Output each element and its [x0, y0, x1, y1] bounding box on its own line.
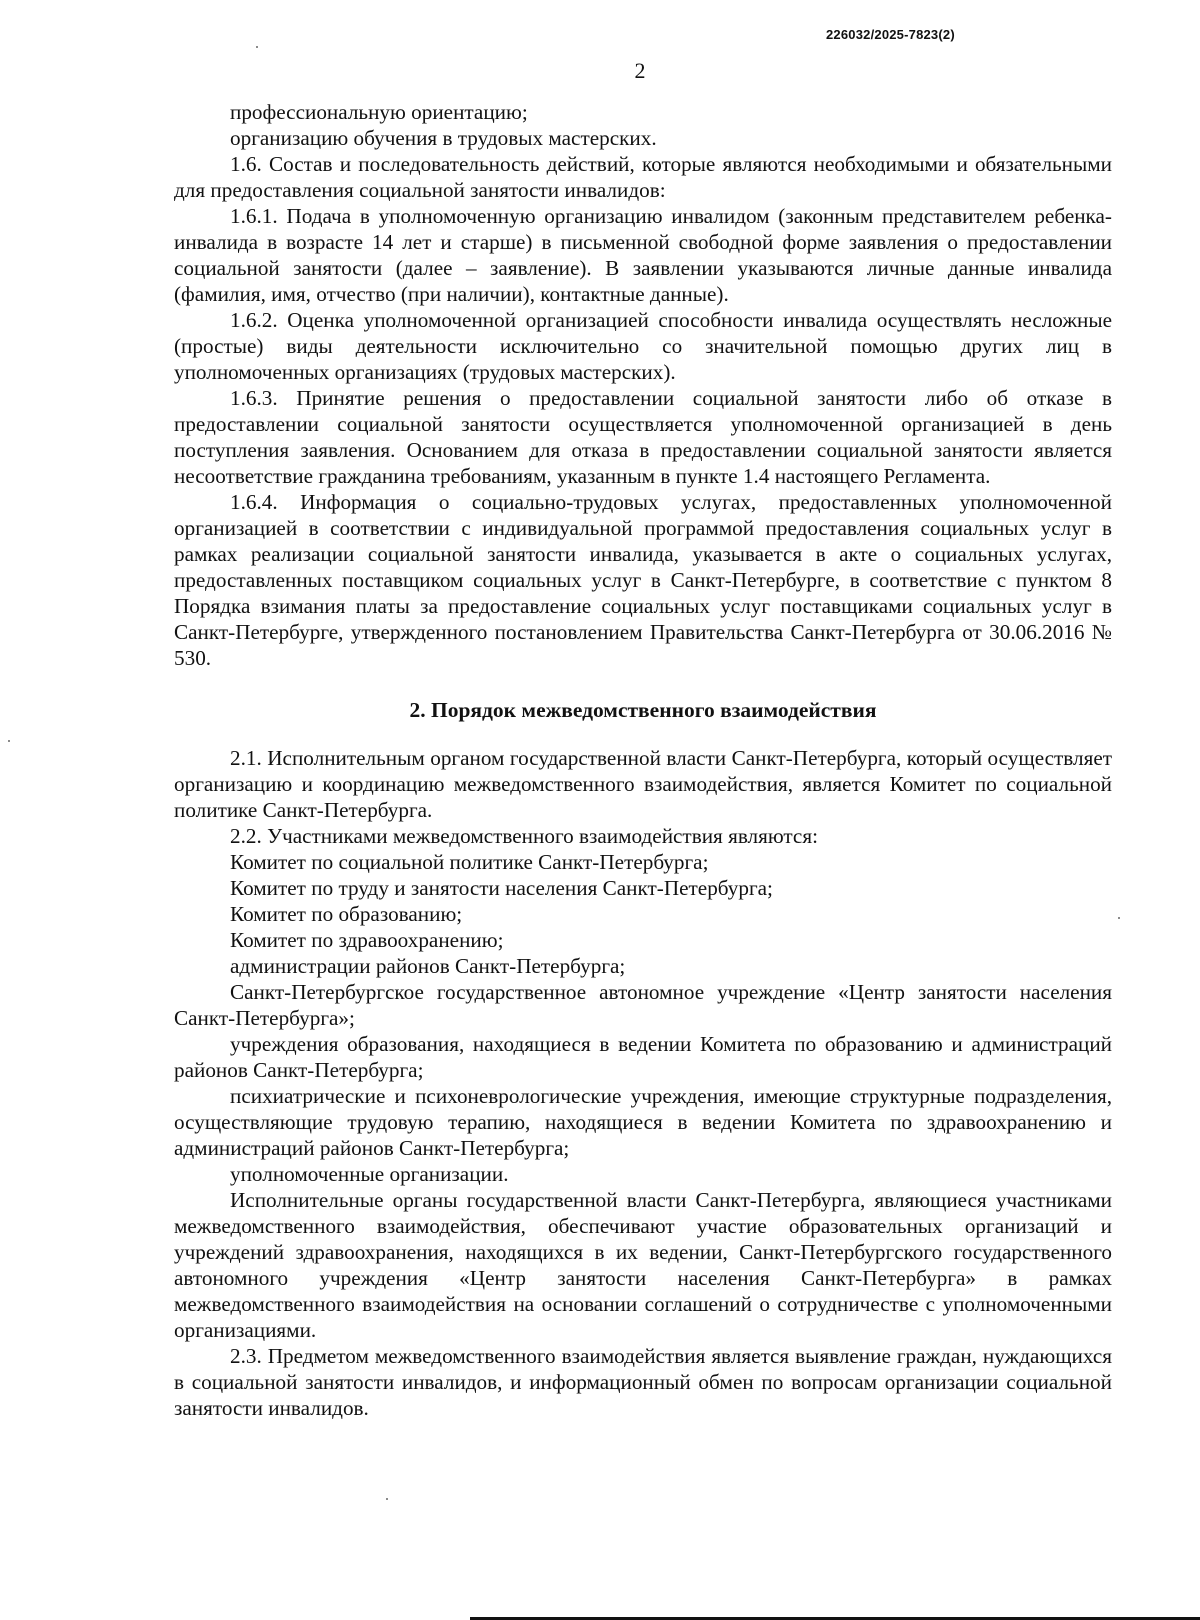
list-item: Комитет по труду и занятости населения Санкт-Петербурга;	[230, 876, 773, 900]
paragraph: 1.6.4. Информация о социально-трудовых услугах, предоставленных уполномоченной организацией в соответствии с индивидуальной программой предоставления социальных услуг в рамках реализации социальной занятости инвалида, указывается в акте о социальных услугах, предоставленных поставщиком социальных услуг в Санкт-Петербурге, в соответствие с пунктом 8 Порядка взимания платы за предоставление социальных услуг поставщиками социальных услуг в Санкт-Петербурге, утвержденного постановлением Правительства Санкт-Петербурга от 30.06.2016 № 530.	[174, 490, 1112, 670]
scan-speck	[8, 740, 10, 742]
list-item: уполномоченные организации.	[230, 1162, 509, 1186]
section-heading: 2. Порядок межведомственного взаимодействия	[409, 698, 877, 722]
paragraph: 2.1. Исполнительным органом государственной власти Санкт-Петербурга, который осуществляет организацию и координацию межведомственного взаимодействия, является Комитет по социальной политике Санкт-Петербурга.	[174, 746, 1112, 822]
document-body	[174, 99, 1112, 1421]
paragraph: 1.6.2. Оценка уполномоченной организацией способности инвалида осуществлять несложные (простые) виды деятельности исключительно со значительной помощью других лиц в уполномоченных организациях (трудовых мастерских).	[174, 308, 1112, 384]
paragraph: 1.6. Состав и последовательность действий, которые являются необходимыми и обязательными для предоставления социальной занятости инвалидов:	[174, 152, 1112, 202]
scan-speck	[256, 46, 258, 48]
paragraph: 2.3. Предметом межведомственного взаимодействия является выявление граждан, нуждающихся в социальной занятости инвалидов, и информационный обмен по вопросам организации социальной занятости инвалидов.	[174, 1344, 1112, 1420]
scan-speck	[1118, 917, 1120, 919]
section-1-continuation	[174, 99, 1112, 671]
page-number: 2	[634, 58, 646, 83]
list-item: Комитет по здравоохранению;	[230, 928, 504, 952]
list-item: психиатрические и психоневрологические учреждения, имеющие структурные подразделения, осуществляющие трудовую терапию, находящиеся в ведении Комитета по здравоохранению и администраций районов Санкт-Петербурга;	[174, 1084, 1112, 1160]
list-item: учреждения образования, находящиеся в ведении Комитета по образованию и администраций районов Санкт-Петербурга;	[174, 1032, 1112, 1082]
registration-number: 226032/2025-7823(2)	[826, 27, 955, 42]
paragraph: организацию обучения в трудовых мастерских.	[230, 126, 657, 150]
list-item: Санкт-Петербургское государственное автономное учреждение «Центр занятости населения Санкт-Петербурга»;	[174, 980, 1112, 1030]
list-item: администрации районов Санкт-Петербурга;	[230, 954, 626, 978]
list-item: Комитет по образованию;	[230, 902, 463, 926]
paragraph: 2.2. Участниками межведомственного взаимодействия являются:	[230, 824, 818, 848]
paragraph: 1.6.3. Принятие решения о предоставлении социальной занятости либо об отказе в предоставлении социальной занятости осуществляется уполномоченной организацией в день поступления заявления. Основанием для отказа в предоставлении социальной занятости является несоответствие гражданина требованиям, указанным в пункте 1.4 настоящего Регламента.	[174, 386, 1112, 488]
list-item: Комитет по социальной политике Санкт-Петербурга;	[230, 850, 709, 874]
paragraph: 1.6.1. Подача в уполномоченную организацию инвалидом (законным представителем ребенка-инвалида в возрасте 14 лет и старше) в письменной свободной форме заявления о предоставлении социальной занятости (далее – заявление). В заявлении указываются личные данные инвалида (фамилия, имя, отчество (при наличии), контактные данные).	[174, 204, 1112, 306]
paragraph: профессиональную ориентацию;	[230, 100, 528, 124]
section-2	[174, 745, 1112, 1421]
scan-speck	[386, 1498, 388, 1500]
paragraph: Исполнительные органы государственной власти Санкт-Петербурга, являющиеся участниками межведомственного взаимодействия, обеспечивают участие образовательных организаций и учреждений здравоохранения, находящихся в их ведении, Санкт-Петербургского государственного автономного учреждения «Центр занятости населения Санкт-Петербурга» в рамках межведомственного взаимодействия на основании соглашений о сотрудничестве с уполномоченными организациями.	[174, 1188, 1112, 1342]
